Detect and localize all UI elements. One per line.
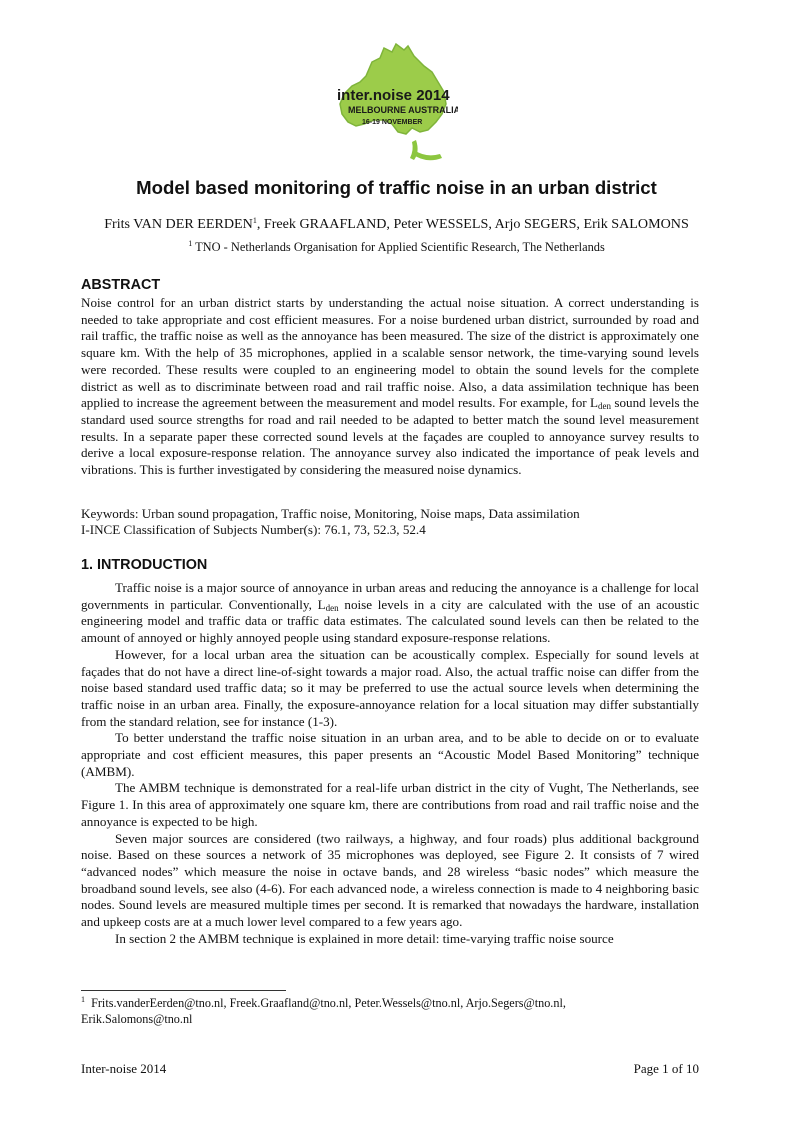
intro-paragraph-4: The AMBM technique is demonstrated for a real-life urban district in the city of Vught, The Netherlands, see Figure 1. In this area of approximately one square km, there are contributions from road and rail traffic noise and the annoyance is expected to be high. — [81, 780, 699, 829]
lden-subscript: den — [598, 401, 612, 412]
author-rest: , Freek GRAAFLAND, Peter WESSELS, Arjo SEGERS, Erik SALOMONS — [256, 216, 689, 232]
classification: I-INCE Classification of Subjects Number(s): 76.1, 73, 52.3, 52.4 — [81, 522, 426, 537]
intro-lden-symbol: L — [317, 596, 326, 612]
intro-paragraph-3: To better understand the traffic noise situation in an urban area, and to be able to decide on or to evaluate appropriate and cost efficient measures, this paper presents an “Acoustic Model Based Monitoring” technique (AMBM). — [81, 730, 699, 779]
intro-paragraph-6: In section 2 the AMBM technique is explained in more detail: time-varying traffic noise source — [115, 930, 614, 946]
australia-map-icon — [328, 40, 458, 172]
footnote — [81, 995, 701, 1027]
affiliation-sup: 1 — [188, 239, 193, 248]
logo-line3: 16-19 NOVEMBER — [362, 119, 423, 126]
author-sup: 1 — [252, 216, 257, 225]
footnote-line2: Erik.Salomons@tno.nl — [81, 1012, 193, 1026]
abstract-heading: ABSTRACT — [81, 277, 161, 293]
author-first: Frits VAN DER EERDEN — [104, 216, 253, 232]
intro-heading: 1. INTRODUCTION — [81, 557, 208, 573]
logo-line2: MELBOURNE AUSTRALIA — [348, 105, 458, 115]
lden-symbol: L — [590, 395, 599, 411]
intro-p1-b: noise levels in a city are calculated with the use of an acoustic engineering model and traffic data or traffic data estimates. The calculated sound levels can then be related to the amount of annoyed or highly annoyed people using standard exposure-response relations. — [81, 596, 699, 646]
footnote-rule — [81, 990, 286, 991]
footer-page-number: Page 1 of 10 — [633, 1061, 699, 1076]
intro-paragraph-2: However, for a local urban area the situation can be acoustically complex. Especially for sound levels at façades that do not have a direct line-of-sight towards a major road. Also, the actual traffic noise can differ from the noise based standard used traffic data; so it may be preferred to use the actual source levels when determining the traffic noise in an urban area. Finally, the exposure-annoyance relation for a local situation may differ substantially from the standard relation, see for instance (1-3). — [81, 646, 699, 729]
abstract-part1: Noise control for an urban district starts by understanding the actual noise situation. A correct understanding is needed to take appropriate and cost efficient measures. For a noise burdened urban district, surrounded by road and rail traffic, the traffic noise as well as the annoyance has been measured. The size of the district is approximately one square km. With the help of 35 microphones, applied in a scalable sensor network, the time-varying sound levels were recorded. These results were coupled to an engineering model to obtain the sound levels for the complete district as well as to discriminate between road and rail traffic noise. Also, a data assimilation technique has been applied to increase the agreement between the measurement and model results. For example, for — [81, 295, 699, 411]
logo-line1: inter.noise 2014 — [337, 87, 450, 104]
intro-paragraph-5: Seven major sources are considered (two railways, a highway, and four roads) plus additional background noise. Based on these sources a network of 35 microphones was deployed, see Figure 2. It consists of 7 wired “advanced nodes” which measure the noise in octave bands, and 28 wireless “basic nodes” which measure the broadband sound levels, see also (4-6). For each advanced node, a wireless connection is made to 4 neighboring basic nodes. Sound levels are measured multiple times per second. It is remarked that nowadays the hardware, installation and upkeep costs are at a much lower level compared to a few years ago. — [81, 830, 699, 930]
footnote-line1: Frits.vanderEerden@tno.nl, Freek.Graafland@tno.nl, Peter.Wessels@tno.nl, Arjo.Segers@tno.nl, — [91, 996, 566, 1010]
intro-lden-subscript: den — [325, 602, 339, 613]
abstract-body — [81, 295, 699, 479]
abstract-part2: sound levels the standard used source strengths for road and rail needed to be adapted to better match the sound level measurement results. In a separate paper these corrected sound levels at the façades are coupled to annoyance survey results to derive a local exposure-response relation. The annoyance survey also indicated the importance of peak levels and vibrations. This is further investigated by considering the measured noise dynamics. — [81, 395, 699, 478]
affiliation-text: TNO - Netherlands Organisation for Applied Scientific Research, The Netherlands — [192, 240, 605, 254]
footer-conference: Inter-noise 2014 — [81, 1061, 167, 1076]
author-list — [0, 216, 793, 233]
affiliation — [0, 240, 793, 255]
intro-paragraph-1 — [81, 580, 699, 647]
paper-title: Model based monitoring of traffic noise in an urban district — [136, 177, 657, 198]
footnote-sup: 1 — [81, 995, 85, 1004]
intro-p1-a: Traffic noise is a major source of annoyance in urban areas and reducing the annoyance is a challenge for local governments in particular. Conventionally, — [81, 580, 699, 612]
intro-body — [81, 580, 699, 947]
conference-logo — [328, 40, 458, 172]
keywords: Keywords: Urban sound propagation, Traffic noise, Monitoring, Noise maps, Data assimilation — [81, 506, 580, 521]
